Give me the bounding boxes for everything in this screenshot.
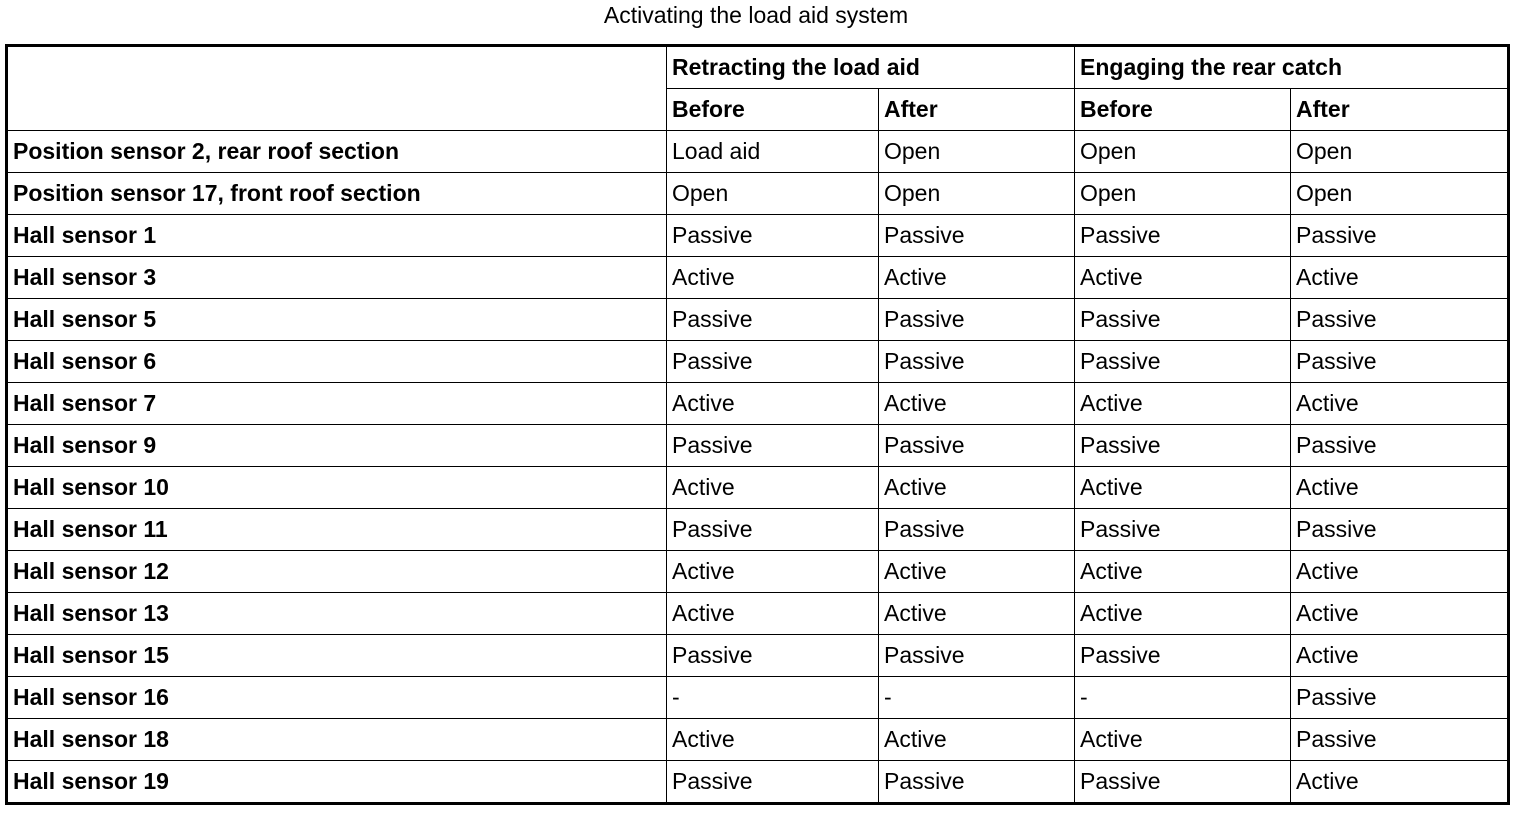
state-cell: Open [1075,131,1291,173]
row-label: Hall sensor 10 [7,467,667,509]
state-cell: Active [879,383,1075,425]
row-label: Hall sensor 12 [7,551,667,593]
state-cell: Passive [1291,509,1509,551]
state-cell: Active [1291,593,1509,635]
table-row [7,593,1509,635]
subheader-engaging-after: After [1291,89,1509,131]
state-cell: Active [1291,467,1509,509]
group-header-row [7,46,1509,89]
state-cell: Active [879,467,1075,509]
row-label: Hall sensor 5 [7,299,667,341]
state-cell: Open [879,131,1075,173]
state-cell: Active [1075,551,1291,593]
row-label: Hall sensor 11 [7,509,667,551]
state-cell: Active [879,257,1075,299]
state-cell: Open [879,173,1075,215]
table-row [7,341,1509,383]
table-row [7,215,1509,257]
state-cell: - [1075,677,1291,719]
state-cell: Passive [1075,761,1291,804]
table-row [7,677,1509,719]
state-cell: Passive [879,341,1075,383]
state-cell: - [879,677,1075,719]
group-header-retracting: Retracting the load aid [667,46,1075,89]
state-cell: Passive [667,425,879,467]
table-row [7,131,1509,173]
state-cell: Passive [1075,341,1291,383]
state-cell: Passive [879,509,1075,551]
state-cell: Passive [1291,341,1509,383]
state-cell: Active [879,551,1075,593]
state-cell: Passive [879,299,1075,341]
state-cell: Active [1075,257,1291,299]
state-cell: Active [879,593,1075,635]
state-cell: Active [1075,719,1291,761]
state-cell: Passive [1291,719,1509,761]
state-cell: Active [879,719,1075,761]
state-cell: Passive [1075,299,1291,341]
row-label: Position sensor 2, rear roof section [7,131,667,173]
subheader-retracting-after: After [879,89,1075,131]
table-row [7,551,1509,593]
table-row [7,719,1509,761]
state-cell: Passive [667,761,879,804]
table-row [7,383,1509,425]
state-cell: Open [667,173,879,215]
row-label: Hall sensor 1 [7,215,667,257]
state-cell: Passive [667,509,879,551]
state-cell: Active [667,467,879,509]
state-cell: Passive [1291,425,1509,467]
corner-header-cell [7,46,667,131]
row-label: Hall sensor 7 [7,383,667,425]
state-cell: Active [667,551,879,593]
state-cell: Active [667,719,879,761]
state-cell: Active [667,257,879,299]
state-cell: Active [1291,761,1509,804]
state-cell: Passive [1291,677,1509,719]
state-cell: Active [1291,635,1509,677]
row-label: Hall sensor 15 [7,635,667,677]
state-cell: Passive [1291,299,1509,341]
table-row [7,509,1509,551]
state-cell: Open [1291,173,1509,215]
state-cell: Passive [879,215,1075,257]
sensor-state-table [5,44,1510,805]
row-label: Hall sensor 16 [7,677,667,719]
state-cell: Passive [667,635,879,677]
row-label: Position sensor 17, front roof section [7,173,667,215]
state-cell: Passive [879,425,1075,467]
state-cell: Open [1291,131,1509,173]
state-cell: Passive [667,215,879,257]
table-row [7,425,1509,467]
state-cell: Active [667,593,879,635]
row-label: Hall sensor 18 [7,719,667,761]
table-row [7,761,1509,804]
row-label: Hall sensor 19 [7,761,667,804]
table-row [7,467,1509,509]
page-title: Activating the load aid system [603,2,909,28]
state-cell: Passive [1075,215,1291,257]
table-row [7,173,1509,215]
state-cell: Passive [1075,635,1291,677]
subheader-retracting-before: Before [667,89,879,131]
state-cell: Passive [1075,425,1291,467]
row-label: Hall sensor 6 [7,341,667,383]
state-cell: Active [1291,551,1509,593]
state-cell: Passive [1291,215,1509,257]
state-cell: Passive [879,761,1075,804]
group-header-engaging: Engaging the rear catch [1075,46,1509,89]
table-header [7,46,1509,131]
subheader-engaging-before: Before [1075,89,1291,131]
state-cell: Active [1075,467,1291,509]
state-cell: Active [1291,383,1509,425]
state-cell: Passive [879,635,1075,677]
row-label: Hall sensor 3 [7,257,667,299]
state-cell: Active [1075,593,1291,635]
state-cell: Passive [667,341,879,383]
table-row [7,635,1509,677]
state-cell: Open [1075,173,1291,215]
table-body [7,131,1509,804]
state-cell: Passive [1075,509,1291,551]
table-row [7,257,1509,299]
state-cell: Passive [667,299,879,341]
state-cell: - [667,677,879,719]
row-label: Hall sensor 13 [7,593,667,635]
state-cell: Active [1075,383,1291,425]
state-cell: Load aid [667,131,879,173]
state-cell: Active [1291,257,1509,299]
state-cell: Active [667,383,879,425]
table-row [7,299,1509,341]
row-label: Hall sensor 9 [7,425,667,467]
